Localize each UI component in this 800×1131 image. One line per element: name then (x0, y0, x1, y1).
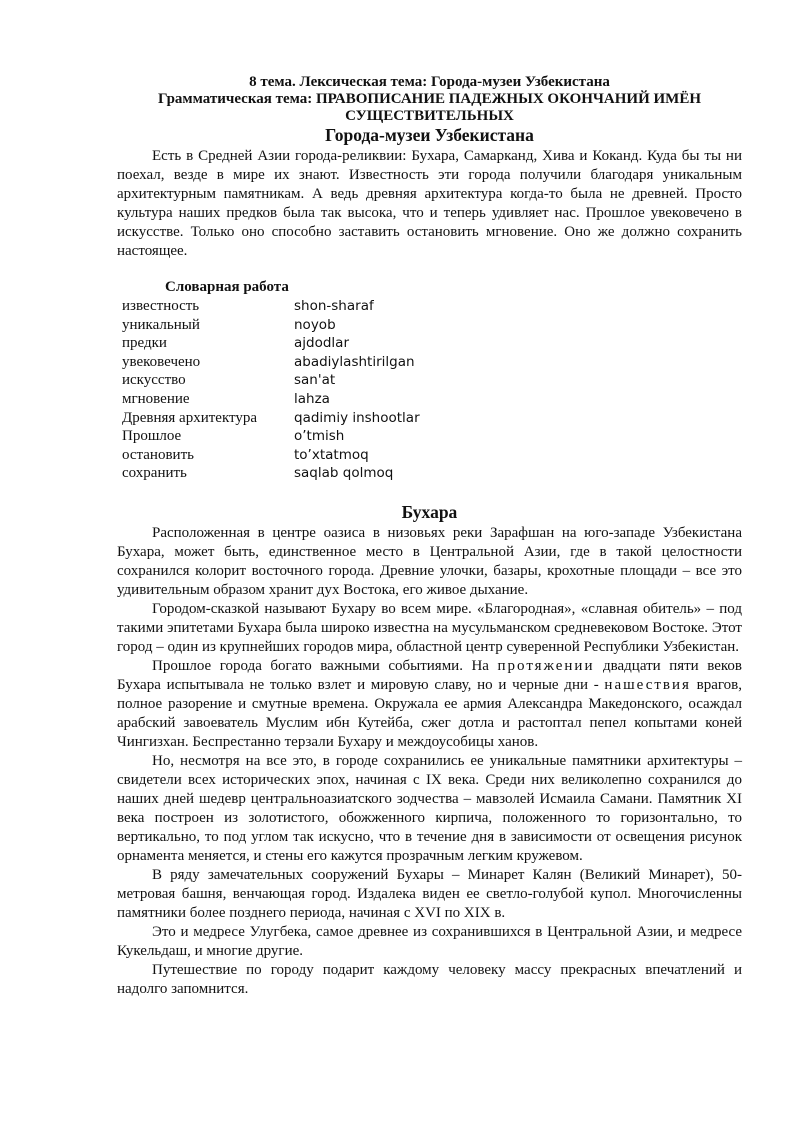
topic-heading: 8 тема. Лексическая тема: Города-музеи Узбекистана (249, 74, 610, 90)
vocab-row (117, 297, 742, 316)
bukhara-paragraph-1: Расположенная в центре оазиса в низовьях реки Зарафшан на юго-западе Узбекистана Бухара, может быть, единственное место в Центральной Азии, где в такой целостности сохранился колорит восточного города. Древние улочки, базары, крохотные площади – все это удивительным образом хранит дух Востока, его живое дыхание. (117, 524, 742, 598)
grammar-heading: Грамматическая тема: ПРАВОПИСАНИЕ ПАДЕЖНЫХ ОКОНЧАНИЙ ИМЁН (157, 91, 701, 107)
vocab-row (117, 446, 742, 465)
vocab-row (117, 427, 742, 446)
vocab-term-uz: lahza (294, 390, 330, 407)
emphasized-word: протяжении (497, 657, 595, 674)
vocab-row (117, 409, 742, 428)
bukhara-paragraph-5: В ряду замечательных сооружений Бухары – Минарет Калян (Великий Минарет), 50-метровая башня, венчающая город. Издалека виден ее светло-голубой купол. Многочисленны памятники более позднего периода, начиная с XVI по XIX в. (117, 866, 742, 921)
vocab-row (117, 371, 742, 390)
section-title-bukhara: Бухара (401, 501, 458, 522)
vocabulary-section (117, 278, 742, 483)
page-title: Города-музеи Узбекистана (325, 125, 534, 145)
vocabulary-title: Словарная работа (165, 279, 289, 295)
document-page (117, 74, 742, 999)
vocab-term-uz: san'at (294, 372, 336, 389)
vocab-term-uz: shon-sharaf (294, 298, 374, 314)
vocab-term-ru: Древняя архитектура (122, 409, 258, 426)
paragraph-text: врагов, полное разорение и смутные времена. Окружала ее армия Александра Македонского, осаждал арабский завоеватель Муслим ибн Кутейба, сжег дотла и растоптал пепел копытами коней Чингизхан. Беспрестанно терзали Бухару и междоусобицы ханов. (117, 676, 742, 750)
vocab-term-uz: ajdodlar (294, 335, 349, 352)
vocab-term-ru: известность (122, 298, 200, 314)
vocab-term-ru: увековечено (122, 353, 201, 370)
vocab-row (117, 464, 742, 483)
vocab-row (117, 390, 742, 409)
vocab-term-ru: искусство (122, 372, 186, 389)
emphasized-word: нашествия (604, 676, 691, 693)
vocab-term-uz: saqlab qolmoq (294, 465, 394, 482)
vocab-term-ru: сохранить (122, 465, 187, 482)
bukhara-paragraph-6: Это и медресе Улугбека, самое древнее из сохранившихся в Центральной Азии, и медресе Кукельдаш, и многие другие. (117, 923, 742, 959)
paragraph-text: двадцати пяти веков Бухара испытывала не только взлет и мировую славу, но и черные дни - (117, 657, 742, 693)
vocab-row (117, 353, 742, 372)
vocab-term-ru: мгновение (122, 390, 190, 407)
vocab-term-ru: Прошлое (122, 428, 182, 445)
vocab-term-uz: noyob (294, 316, 336, 333)
bukhara-paragraph-3 (117, 657, 742, 752)
vocab-term-uz: o’tmish (294, 428, 345, 445)
vocab-row (117, 334, 742, 353)
vocab-term-uz: to’xtatmoq (294, 446, 369, 463)
vocab-row (117, 316, 742, 335)
grammar-heading-continued: СУЩЕСТВИТЕЛЬНЫХ (345, 108, 514, 124)
vocab-term-ru: предки (122, 335, 167, 352)
vocab-term-uz: qadimiy inshootlar (294, 409, 420, 426)
paragraph-text: Прошлое города богато важными событиями. На (152, 657, 498, 674)
intro-paragraph: Есть в Средней Азии города-реликвии: Бухара, Самарканд, Хива и Коканд. Куда бы ты ни поехал, везде в мире их знают. Известность эти города получили благодаря уникальным архитектурным памятникам. А ведь древняя архитектура когда-то была не древней. Просто культура наших предков была так высока, что и теперь удивляет нас. Прошлое увековечено в искусстве. Только оно способно заставить остановить мгновение. Оно же должно сохранить настоящее. (117, 148, 742, 259)
vocab-term-ru: остановить (122, 446, 194, 463)
bukhara-paragraph-2: Городом-сказкой называют Бухару во всем мире. «Благородная», «славная обитель» – под такими эпитетами Бухара была широко известна на мусульманском средневековом Востоке. Этот город – один из крупнейших городов мира, областной центр суверенной Республики Узбекистан. (117, 600, 742, 655)
vocab-term-uz: abadiylashtirilgan (294, 353, 415, 370)
vocab-term-ru: уникальный (122, 316, 200, 333)
bukhara-paragraph-7: Путешествие по городу подарит каждому человеку массу прекрасных впечатлений и надолго запомнится. (117, 961, 742, 997)
bukhara-paragraph-4: Но, несмотря на все это, в городе сохранились ее уникальные памятники архитектуры – свидетели всех исторических эпох, начиная с IX века. Среди них великолепно сохранился до наших дней шедевр центральноазиатского зодчества – мавзолей Исмаила Самани. Памятник XI века построен из золотистого, обожженного кирпича, положенного то горизонтально, то вертикально, то под углом так искусно, что в течение дня в зависимости от освещения рисунок орнамента меняется, и стены его кажутся прозрачным легким кружевом. (117, 752, 742, 864)
